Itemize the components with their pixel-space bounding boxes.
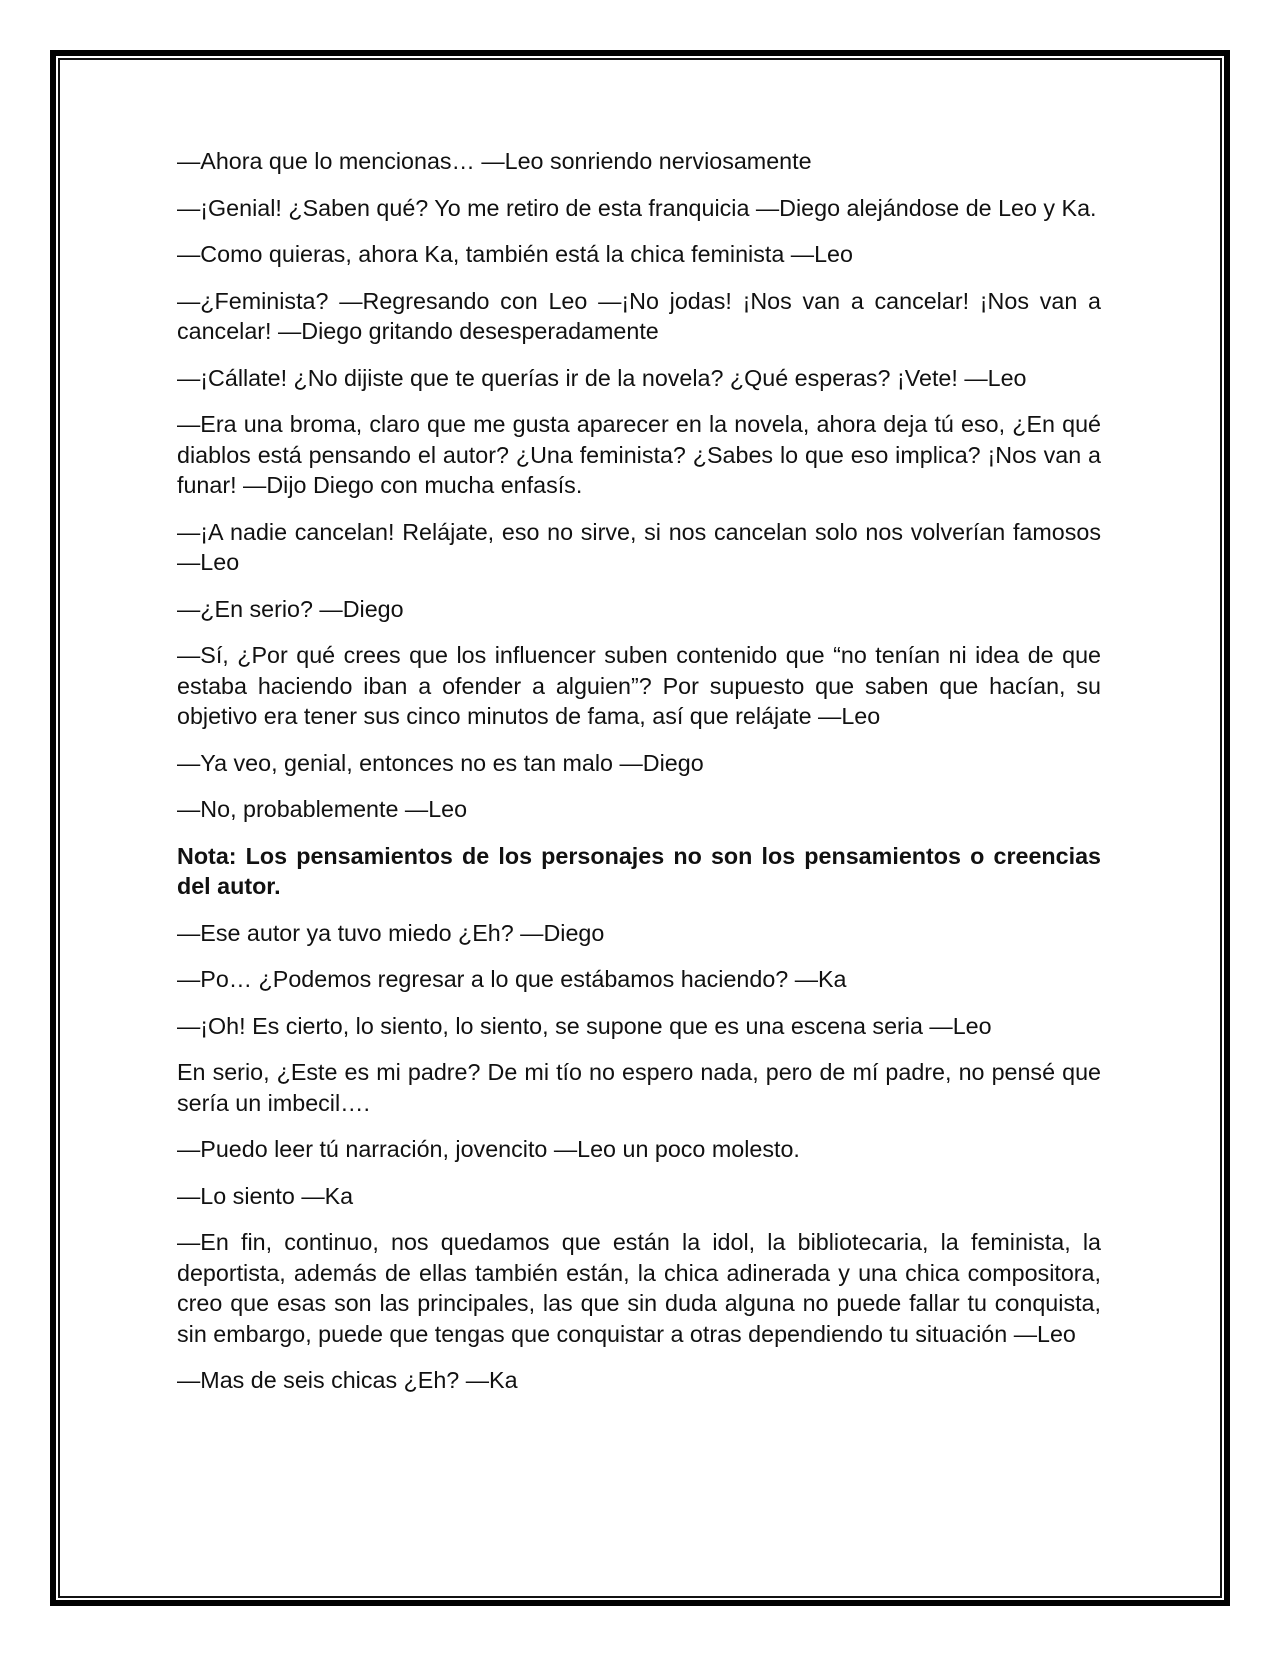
paragraph: —¿Feminista? —Regresando con Leo —¡No jodas! ¡Nos van a cancelar! ¡Nos van a cancelar! —Diego gritando desesperadamente [177,287,1101,344]
paragraph: —Sí, ¿Por qué crees que los influencer suben contenido que “no tenían ni idea de que estaba haciendo iban a ofender a alguien”? Por supuesto que saben que hacían, su objetivo era tener sus cinco minutos de fama, así que relájate —Leo [177,642,1101,729]
page-body [177,146,1101,1412]
paragraph: —¡Cállate! ¿No dijiste que te querías ir de la novela? ¿Qué esperas? ¡Vete! —Leo [177,364,1027,391]
paragraph: —Puedo leer tú narración, jovencito —Leo un poco molesto. [177,1136,800,1162]
paragraph: —No, probablemente —Leo [177,796,468,822]
paragraph: —Mas de seis chicas ¿Eh? —Ka [177,1367,518,1393]
paragraph: —Ese autor ya tuvo miedo ¿Eh? —Diego [177,919,605,946]
paragraph: —¿En serio? —Diego [177,595,404,622]
paragraph: —Como quieras, ahora Ka, también está la chica feminista —Leo [177,241,853,267]
paragraph: —Lo siento —Ka [177,1182,354,1209]
paragraph: —¡Genial! ¿Saben qué? Yo me retiro de esta franquicia —Diego alejándose de Leo y Ka. [177,194,1097,221]
narration-paragraph: En serio, ¿Este es mi padre? De mi tío no espero nada, pero de mí padre, no pensé que sería un imbecil…. [177,1059,1101,1116]
paragraph: —¡A nadie cancelan! Relájate, eso no sirve, si nos cancelan solo nos volverían famosos —Leo [177,518,1101,575]
paragraph: —Ya veo, genial, entonces no es tan malo —Diego [177,749,704,776]
paragraph: —Po… ¿Podemos regresar a lo que estábamos haciendo? —Ka [177,966,847,992]
paragraph: —En fin, continuo, nos quedamos que están la idol, la bibliotecaria, la feminista, la deportista, además de ellas también están, la chica adinerada y una chica compositora, creo que esas son las principales, las que sin duda alguna no puede fallar tu conquista, sin embargo, puede que tengas que conquistar a otras dependiendo tu situación —Leo [177,1229,1101,1347]
paragraph: —Ahora que lo mencionas… —Leo sonriendo nerviosamente [177,148,812,174]
author-note: Nota: Los pensamientos de los personajes no son los pensamientos o creencias del autor. [177,842,1101,899]
paragraph: —¡Oh! Es cierto, lo siento, lo siento, se supone que es una escena seria —Leo [177,1012,992,1039]
paragraph: —Era una broma, claro que me gusta aparecer en la novela, ahora deja tú eso, ¿En qué diablos está pensando el autor? ¿Una feminista? ¿Sabes lo que eso implica? ¡Nos van a funar! —Dijo Diego con mucha enfasís. [177,411,1101,498]
